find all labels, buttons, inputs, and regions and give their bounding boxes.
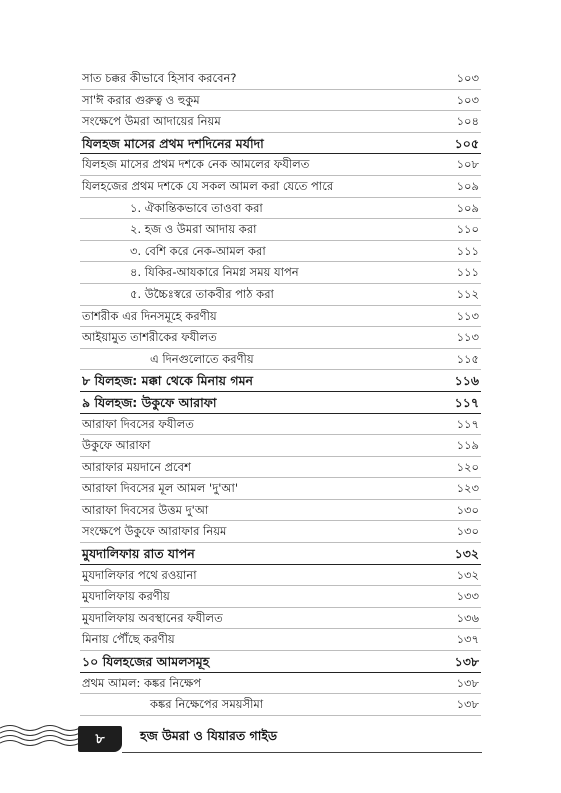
toc-row [80, 349, 481, 371]
toc-entry-title: মুযদালিফায় রাত যাপন [82, 546, 195, 562]
toc-entry-page: ১০৪ [456, 114, 479, 129]
toc-entry-page: ১১০ [456, 222, 479, 237]
toc-row [80, 262, 481, 284]
toc-entry-page: ১৩০ [456, 524, 479, 539]
toc-entry-title: আরাফার ময়দানে প্রবেশ [82, 459, 191, 474]
toc-entry-page: ১১৩ [456, 308, 479, 323]
toc-entry-title: মুযদালিফায় অবস্থানের ফযীলত [82, 610, 223, 625]
toc-row [80, 586, 481, 608]
toc-entry-title: উকুফে আরাফা [82, 438, 151, 453]
toc-entry-page: ১৩৮ [454, 654, 479, 670]
toc-entry-page: ১৩৮ [456, 697, 479, 712]
toc-entry-title: ১০ যিলহজের আমলসমূহ [82, 654, 210, 670]
toc-entry-title: এ দিনগুলোতে করণীয় [150, 351, 254, 366]
toc-entry-title: আরাফা দিবসের মূল আমল 'দু'আ' [82, 481, 238, 496]
toc-entry-title: ৪. যিকির-আযকারে নিমগ্ন সময় যাপন [130, 265, 299, 280]
book-title: হজ উমরা ও যিয়ারত গাইড [140, 728, 278, 743]
toc-entry-page: ১৩৭ [456, 632, 479, 647]
toc-entry-page: ১০৯ [456, 178, 479, 193]
toc-row [80, 90, 481, 112]
toc-entry-page: ১১৫ [456, 351, 479, 366]
toc-entry-page: ১৩২ [454, 546, 479, 562]
toc-entry-page: ১০৩ [456, 92, 479, 107]
toc-entry-title: ৩. বেশি করে নেক-আমল করা [130, 243, 266, 258]
toc-row [80, 154, 481, 176]
toc-entry-page: ১১৯ [456, 438, 479, 453]
footer-rule [122, 752, 482, 753]
toc-entry-page: ১৩৮ [456, 675, 479, 690]
toc-row [80, 565, 481, 587]
toc-row [80, 608, 481, 630]
toc-entry-title: আরাফা দিবসের উত্তম দু'আ [82, 502, 209, 517]
toc-entry-title: ২. হজ ও উমরা আদায় করা [130, 222, 257, 237]
toc-row [80, 500, 481, 522]
toc-entry-title: যিলহজ মাসের প্রথম দশকে নেক আমলের ফযীলত [82, 157, 310, 172]
toc-row [80, 629, 481, 651]
toc-entry-page: ১৩৬ [456, 610, 479, 625]
toc-entry-title: ৯ যিলহজ: উকুফে আরাফা [82, 394, 217, 410]
page-footer [0, 720, 561, 760]
toc-section-row [80, 370, 481, 392]
toc-entry-title: যিলহজের প্রথম দশকে যে সকল আমল করা যেতে পারে [82, 178, 334, 193]
toc-entry-title: সংক্ষেপে উমরা আদায়ের নিয়ম [82, 114, 221, 129]
toc-entry-page: ১০৩ [456, 71, 479, 85]
toc-entry-title: ৫. উচ্চৈঃস্বরে তাকবীর পাঠ করা [130, 286, 274, 301]
toc-entry-page: ১৩৩ [456, 589, 479, 604]
toc-row [80, 414, 481, 436]
toc-section-row [80, 133, 481, 155]
toc-entry-title: সা'ঈ করার গুরুত্ব ও হুকুম [82, 92, 200, 107]
toc-entry-title: ৮ যিলহজ: মক্কা থেকে মিনায় গমন [82, 373, 253, 389]
toc-entry-title: প্রথম আমল: কঙ্কর নিক্ষেপ [82, 675, 202, 690]
toc-row [80, 176, 481, 198]
toc-entry-page: ১৩০ [456, 502, 479, 517]
toc-entry-page: ১২৩ [456, 481, 479, 496]
toc-entry-page: ১০৯ [456, 200, 479, 215]
toc-row [80, 68, 481, 90]
toc-entry-page: ১০৫ [454, 135, 479, 151]
toc-entry-page: ১৩২ [456, 567, 479, 582]
toc-entry-title: যিলহজ মাসের প্রথম দশদিনের মর্যাদা [82, 135, 264, 151]
toc-entry-title: তাশরীক এর দিনসমূহে করণীয় [82, 308, 217, 323]
toc-entry-title: আইয়ামুত তাশরীকের ফযীলত [82, 330, 217, 345]
toc-entry-title: কঙ্কর নিক্ষেপের সময়সীমা [150, 697, 264, 712]
toc-section-row [80, 543, 481, 565]
toc-entry-page: ১০৮ [456, 157, 479, 172]
toc-entry-page: ১১৭ [456, 416, 479, 431]
toc-entry-title: ১. ঐকান্তিকভাবে তাওবা করা [130, 200, 263, 215]
toc-entry-title: সাত চক্কর কীভাবে হিসাব করবেন? [82, 71, 237, 85]
toc-entry-title: সংক্ষেপে উকুফে আরাফার নিয়ম [82, 524, 227, 539]
toc-row [80, 241, 481, 263]
toc-row [80, 111, 481, 133]
toc-row [80, 435, 481, 457]
toc-entry-page: ১২০ [456, 459, 479, 474]
table-of-contents [80, 68, 481, 716]
toc-entry-page: ১১৬ [454, 373, 479, 389]
toc-row [80, 673, 481, 695]
toc-entry-page: ১১১ [456, 265, 479, 280]
toc-section-row [80, 392, 481, 414]
toc-row [80, 478, 481, 500]
toc-entry-page: ১১২ [456, 286, 479, 301]
toc-entry-title: আরাফা দিবসের ফযীলত [82, 416, 194, 431]
toc-row [80, 198, 481, 220]
toc-entry-title: মুযদালিফার পথে রওয়ানা [82, 567, 197, 582]
toc-row [80, 219, 481, 241]
toc-entry-title: মিনায় পৌঁছে করণীয় [82, 632, 175, 647]
toc-section-row [80, 651, 481, 673]
toc-entry-title: মুযদালিফায় করণীয় [82, 589, 170, 604]
toc-row [80, 521, 481, 543]
toc-row [80, 457, 481, 479]
page-number: ৮ [78, 726, 122, 752]
toc-row [80, 284, 481, 306]
wave-ornament [0, 720, 80, 750]
toc-row [80, 327, 481, 349]
toc-row [80, 306, 481, 328]
toc-entry-page: ১১৭ [454, 394, 479, 410]
toc-entry-page: ১১১ [456, 243, 479, 258]
toc-entry-page: ১১৩ [456, 330, 479, 345]
toc-row [80, 694, 481, 716]
